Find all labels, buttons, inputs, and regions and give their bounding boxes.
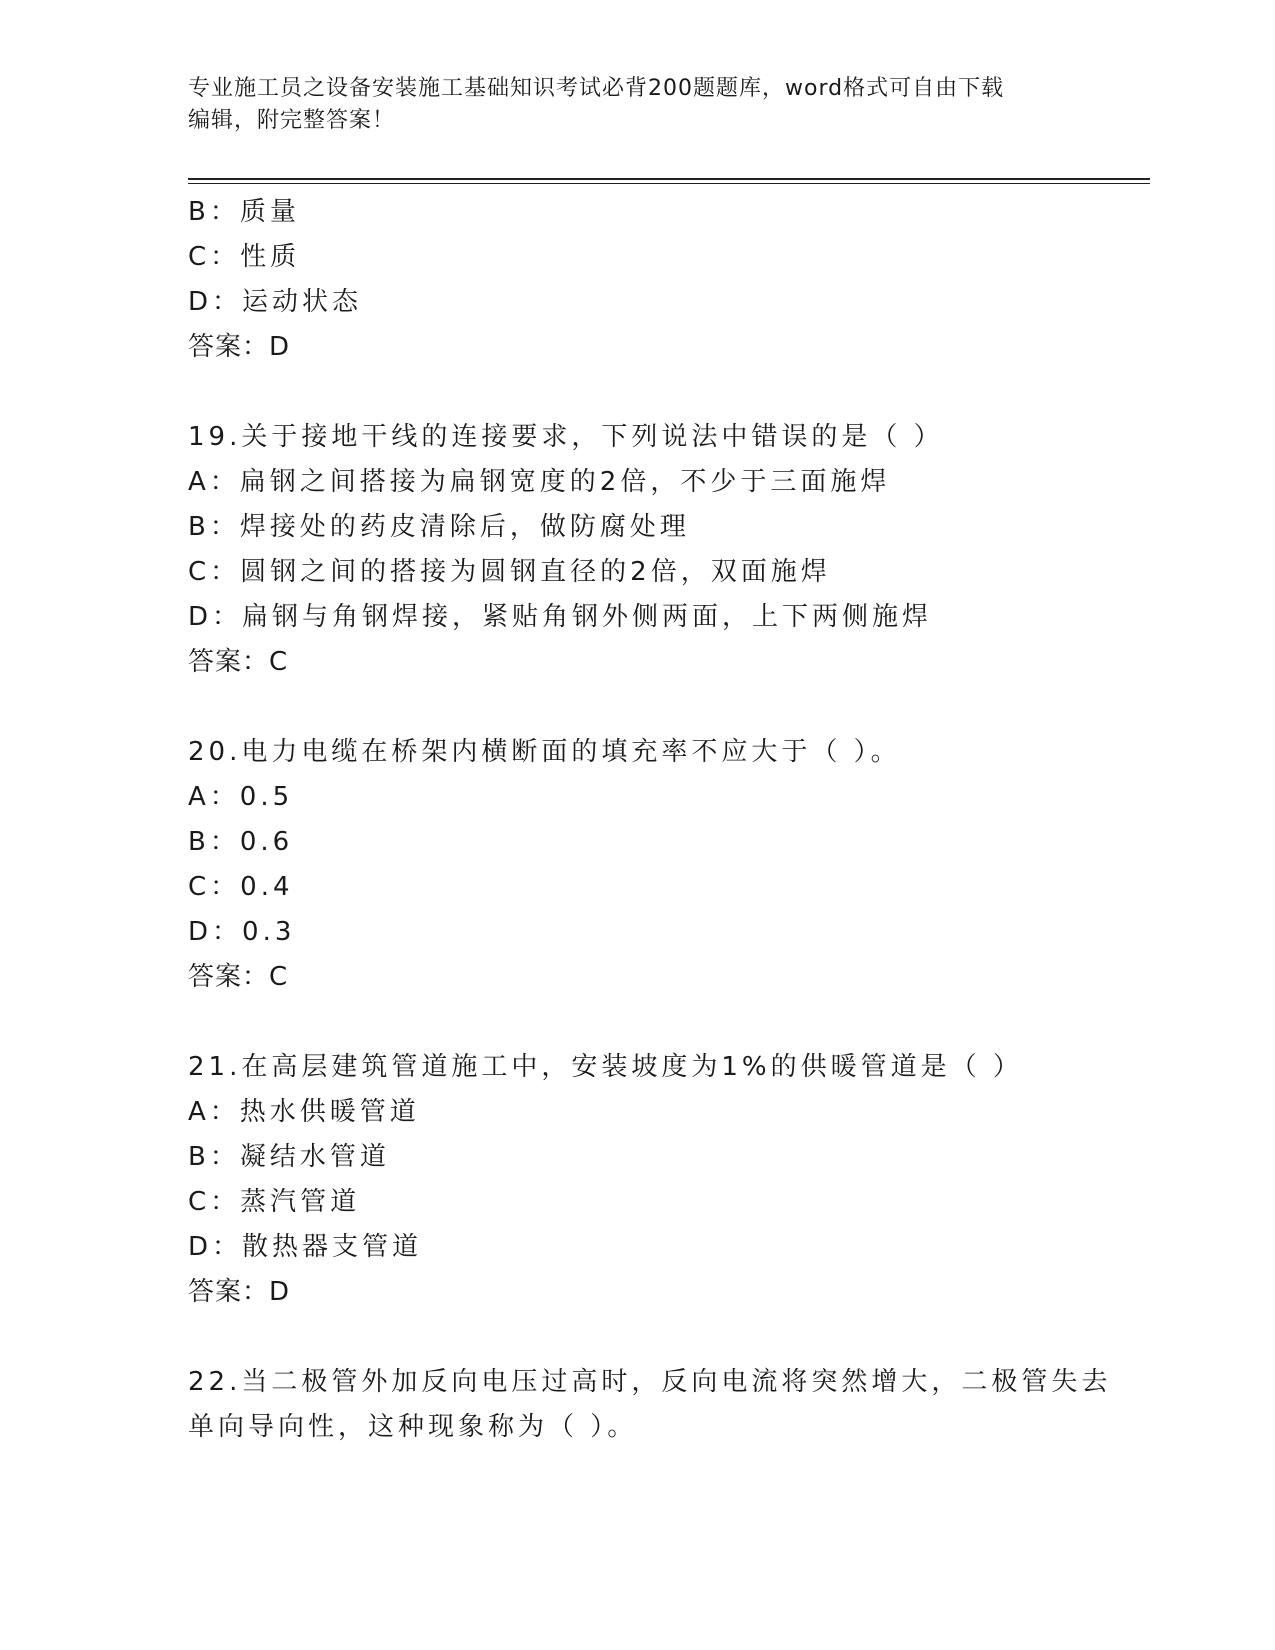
q22-question-line-2: 单向导向性，这种现象称为（ ）。: [188, 1412, 638, 1442]
q19-answer: 答案：C: [188, 647, 289, 677]
q21-option-b: B：凝结水管道: [188, 1142, 390, 1172]
q18-option-d: D：运动状态: [188, 287, 363, 317]
q21-option-d: D：散热器支管道: [188, 1232, 423, 1262]
q19-option-b: B：焊接处的药皮清除后，做防腐处理: [188, 512, 690, 542]
q18-option-c: C：性质: [188, 242, 301, 272]
header-rule-thin: [188, 183, 1150, 184]
header-line-1: 专业施工员之设备安装施工基础知识考试必背200题题库，word格式可自由下载: [188, 76, 1005, 101]
q21-question: 21.在高层建筑管道施工中，安装坡度为1%的供暖管道是（ ）: [188, 1052, 1023, 1082]
header-rule-thick: [188, 178, 1150, 180]
q19-question: 19.关于接地干线的连接要求，下列说法中错误的是（ ）: [188, 422, 944, 452]
spacer: [188, 685, 1148, 730]
q22-question-line-1: 22.当二极管外加反向电压过高时，反向电流将突然增大，二极管失去: [188, 1367, 1112, 1397]
q20-option-a: A：0.5: [188, 782, 294, 812]
spacer: [188, 1315, 1148, 1360]
q19-option-a: A：扁钢之间搭接为扁钢宽度的2倍，不少于三面施焊: [188, 467, 891, 497]
q20-option-d: D：0.3: [188, 917, 296, 947]
q20-option-c: C：0.4: [188, 872, 294, 902]
spacer: [188, 370, 1148, 415]
q18-option-b: B：质量: [188, 197, 300, 227]
q19-option-c: C：圆钢之间的搭接为圆钢直径的2倍，双面施焊: [188, 557, 831, 587]
q20-answer: 答案：C: [188, 962, 289, 992]
spacer: [188, 1000, 1148, 1045]
q21-option-a: A：热水供暖管道: [188, 1097, 420, 1127]
q20-question: 20.电力电缆在桥架内横断面的填充率不应大于（ ）。: [188, 737, 901, 767]
document-header: [188, 73, 1068, 137]
header-line-2: 编辑，附完整答案！: [188, 108, 396, 133]
q19-option-d: D：扁钢与角钢焊接，紧贴角钢外侧两面，上下两侧施焊: [188, 602, 933, 632]
q18-answer: 答案：D: [188, 332, 291, 362]
question-content: [188, 190, 1148, 1450]
q20-option-b: B：0.6: [188, 827, 294, 857]
q21-option-c: C：蒸汽管道: [188, 1187, 361, 1217]
q21-answer: 答案：D: [188, 1277, 291, 1307]
